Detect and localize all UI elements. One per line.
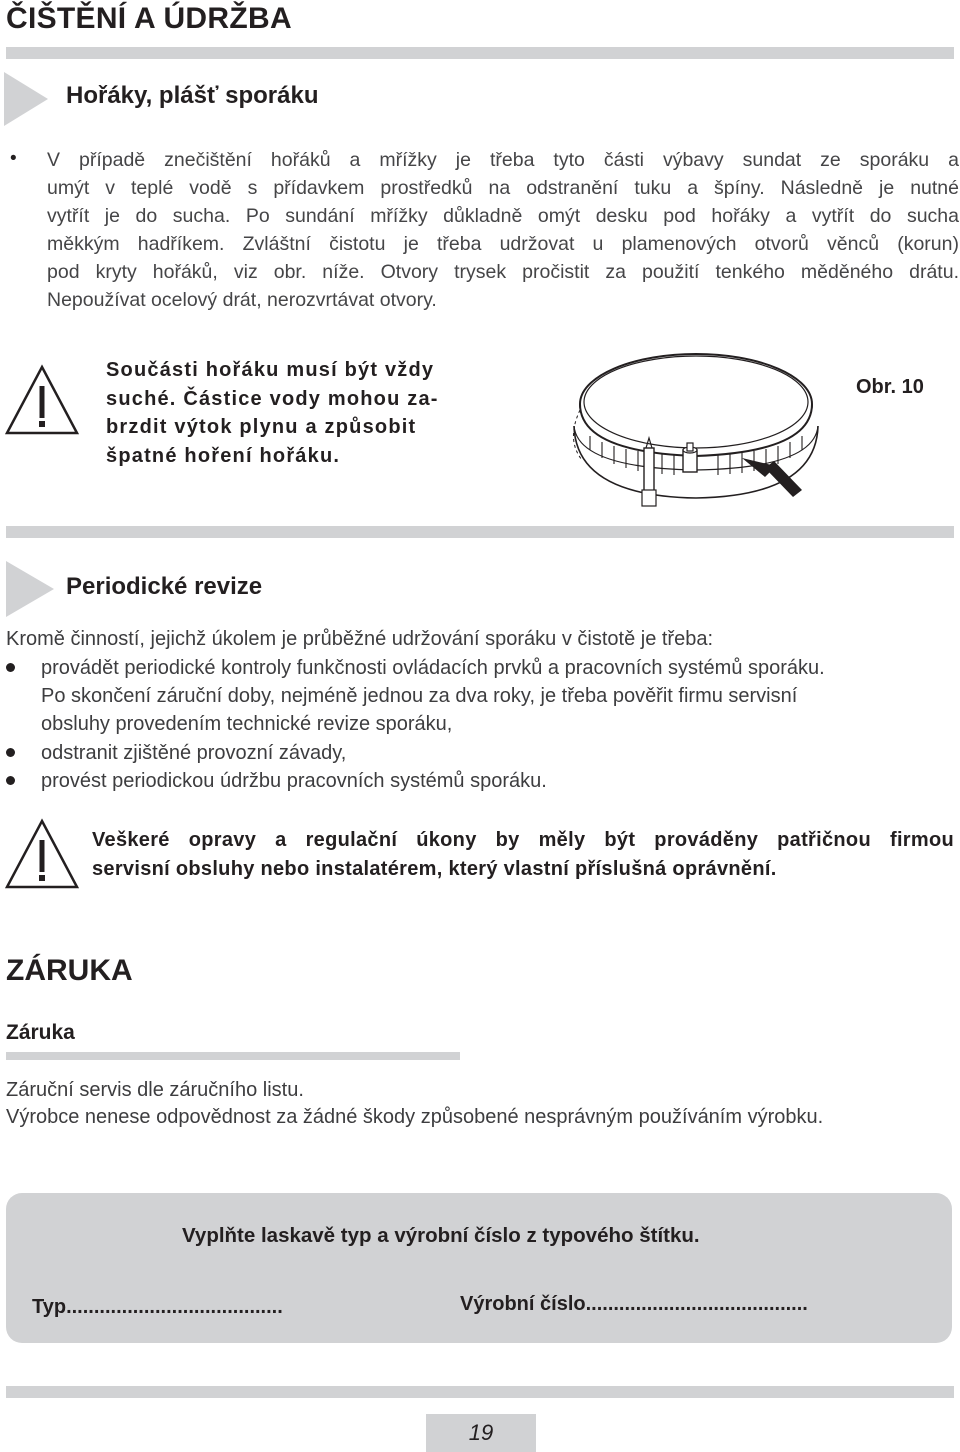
paragraph-line: V případě znečištění hořáků a mřížky je třeba tyto části výbavy sundat ze sporáku a: [47, 149, 959, 171]
list-item-line: provádět periodické kontroly funkčnosti ovládacích prvků a pracovních systémů sporáku.: [41, 657, 825, 679]
warranty-line: Výrobce nenese odpovědnost za žádné škody způsobené nesprávným používáním výrobku.: [6, 1106, 824, 1128]
footer-divider: [6, 1386, 954, 1398]
section-arrow-icon: [4, 72, 48, 126]
list-item-line: provést periodickou údržbu pracovních systémů sporáku.: [41, 770, 547, 792]
section-arrow-icon: [6, 561, 54, 617]
page-title: ČIŠTĚNÍ A ÚDRŽBA: [6, 2, 292, 35]
revisions-warning: [92, 826, 954, 883]
bullet-marker: •: [10, 148, 17, 169]
paragraph-line: Nepoužívat ocelový drát, nerozvrtávat otvory.: [47, 289, 437, 311]
paragraph-line: měkkým hadříkem. Zvláštní čistotu je třeba udržovat u plamenových otvorů věnců (korun): [47, 233, 959, 255]
warning-line: servisní obsluhy nebo instalatérem, který vlastní příslušná oprávnění.: [92, 857, 777, 880]
warning-triangle-icon: [4, 364, 80, 436]
burner-illustration: [562, 340, 830, 522]
paragraph-line: pod kryty hořáků, viz obr. níže. Otvory trysek pročistit za použití tenkého měděného drátu.: [47, 261, 959, 283]
burners-heading: Hořáky, plášť sporáku: [66, 82, 319, 109]
serial-number-field[interactable]: Výrobní číslo........................................: [460, 1293, 808, 1315]
list-item-line: odstranit zjištěné provozní závady,: [41, 742, 347, 764]
section-divider: [6, 526, 954, 538]
nameplate-instruction: Vyplňte laskavě typ a výrobní číslo z typového štítku.: [182, 1224, 700, 1247]
type-field[interactable]: Typ.......................................: [32, 1296, 283, 1318]
figure-label: Obr. 10: [856, 376, 924, 398]
paragraph-line: umýt v teplé vodě s přídavkem prostředků na odstranění tuku a špíny. Následně je nutné: [47, 177, 959, 199]
page-number: 19: [468, 1420, 494, 1445]
paragraph-line: vytřít je do sucha. Po sundání mřížky důkladně omýt desku pod hořáky a vytřít do sucha: [47, 205, 959, 227]
warranty-title: ZÁRUKA: [6, 954, 133, 987]
nameplate-box: [6, 1193, 952, 1343]
title-divider: [6, 47, 954, 59]
warranty-subheading: Záruka: [6, 1021, 75, 1044]
warranty-line: Záruční servis dle záručního listu.: [6, 1079, 304, 1101]
bullet-icon: [6, 748, 15, 757]
burners-paragraph: [47, 146, 959, 314]
bullet-icon: [6, 776, 15, 785]
warning-line: Veškeré opravy a regulační úkony by měly být prováděny patřičnou firmou: [92, 829, 954, 851]
bullet-icon: [6, 663, 15, 672]
revisions-intro: Kromě činností, jejichž úkolem je průběžné udržování sporáku v čistotě je třeba:: [6, 628, 714, 650]
warning-line: brzdit výtok plynu a způsobit: [106, 416, 417, 438]
warning-line: Součásti hořáku musí být vždy: [106, 359, 435, 381]
list-item-line: Po skončení záruční doby, nejméně jednou za dva roky, je třeba pověřit firmu servisní: [41, 685, 798, 707]
warranty-divider: [6, 1052, 460, 1060]
revisions-heading: Periodické revize: [66, 573, 263, 600]
warning-line: suché. Částice vody mohou za-: [106, 387, 439, 410]
warning-triangle-icon: [4, 818, 80, 890]
page-number-tab: [426, 1414, 536, 1452]
list-item-line: obsluhy provedením technické revize sporáku,: [41, 713, 453, 735]
burners-warning: [106, 356, 439, 470]
warning-line: špatné hoření hořáku.: [106, 444, 341, 467]
